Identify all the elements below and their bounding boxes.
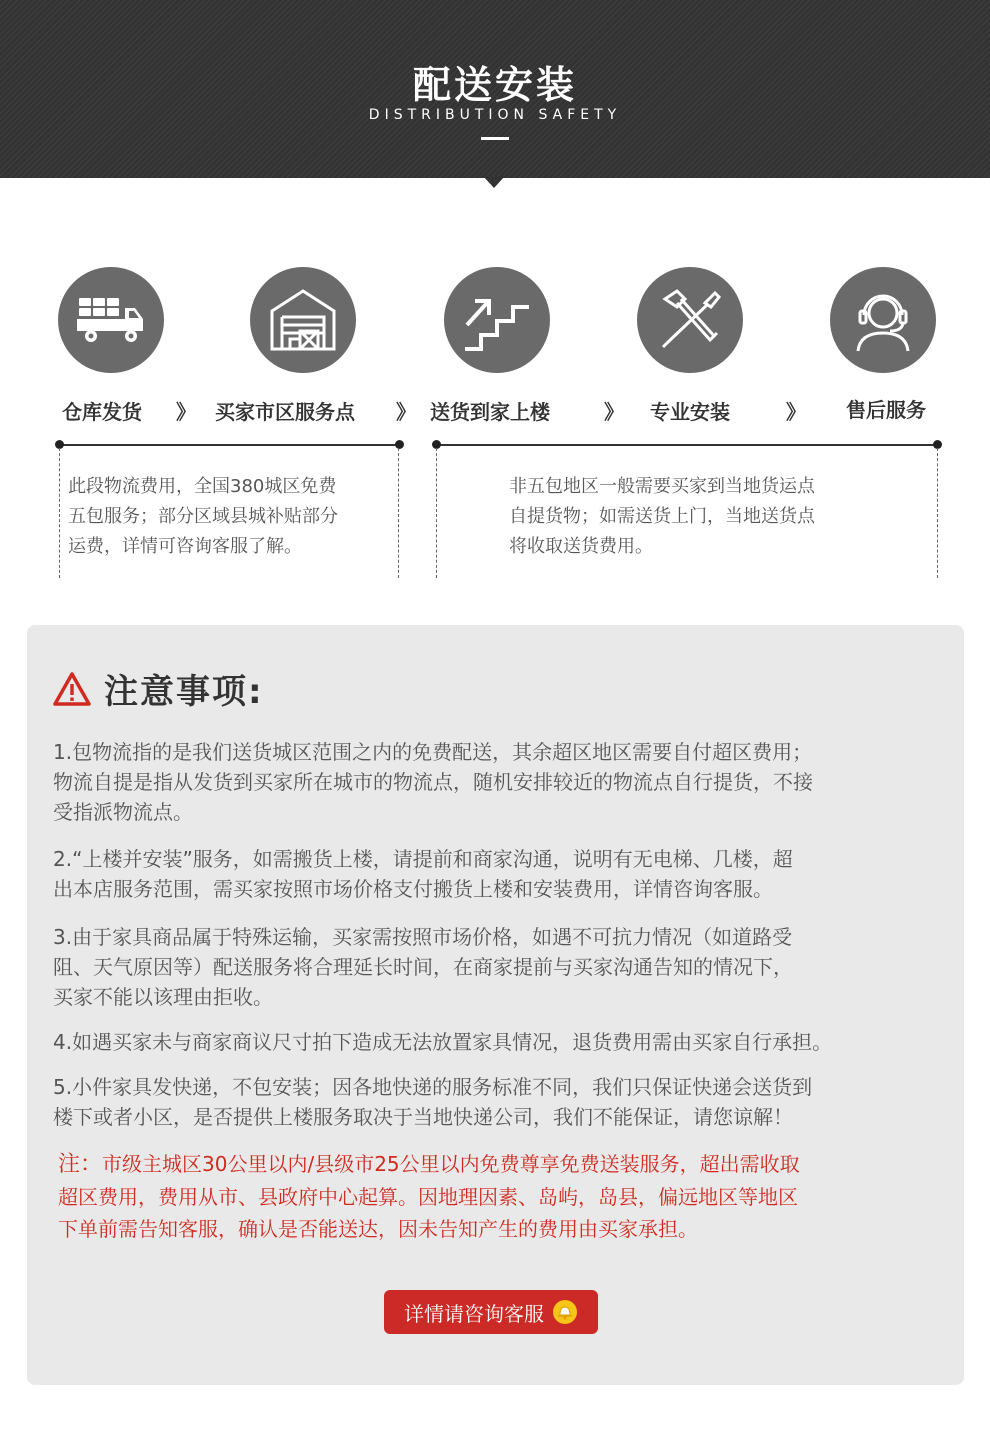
note-line: 超区费用，费用从市、县政府中心起算。因地理因素、岛屿，岛县，偏远地区等地区 [58, 1185, 798, 1209]
timeline-left [60, 444, 400, 446]
step-label-delivery-upstairs: 送货到家上楼 [430, 400, 550, 424]
info-line: 非五包地区一般需要买家到当地货运点 [509, 476, 815, 497]
notice-line: 1.包物流指的是我们送货城区范围之内的免费配送，其余超区地区需要自付超区费用； [53, 740, 813, 764]
stairs-up-icon [444, 267, 550, 373]
notice-line: 受指派物流点。 [53, 800, 193, 824]
notice-item-4 [53, 1027, 968, 1057]
timeline-dash [937, 448, 938, 578]
warehouse-icon [250, 267, 356, 373]
notice-note [58, 1148, 948, 1245]
note-lead: 注： [58, 1152, 103, 1177]
timeline-right [437, 444, 938, 446]
timeline-dot [395, 440, 404, 449]
notice-item-1 [53, 737, 958, 827]
step-label-service-point: 买家市区服务点 [215, 400, 355, 424]
consult-service-button[interactable] [384, 1290, 598, 1334]
notice-line: 物流自提是指从发货到买家所在城市的物流点，随机安排较近的物流点自行提货，不接 [53, 770, 813, 794]
notice-line: 3.由于家具商品属于特殊运输，买家需按照市场价格，如遇不可抗力情况（如道路受 [53, 925, 793, 949]
customer-service-headset-icon [830, 267, 936, 373]
step-separator: 》 [396, 400, 416, 424]
note-line: 下单前需告知客服，确认是否能送达，因未告知产生的费用由买家承担。 [58, 1217, 698, 1241]
section-title: 配送安装 [412, 63, 577, 107]
step-label-warehouse: 仓库发货 [62, 400, 142, 424]
notice-line: 2.“上楼并安装”服务，如需搬货上楼，请提前和商家沟通，说明有无电梯、几楼，超 [53, 847, 793, 871]
consult-button-label: 详情请咨询客服 [404, 1301, 544, 1326]
warning-icon [52, 671, 92, 707]
info-line: 此段物流费用，全国380城区免费 [68, 476, 337, 497]
notice-line: 出本店服务范围，需买家按照市场价格支付搬货上楼和安装费用，详情咨询客服。 [53, 877, 773, 901]
hammer-screwdriver-icon [637, 267, 743, 373]
timeline-dash [436, 448, 437, 578]
info-right [509, 472, 909, 562]
notice-item-5 [53, 1072, 958, 1132]
timeline-dash [59, 448, 60, 578]
notice-item-3 [53, 922, 958, 1012]
notice-line: 5.小件家具发快递，不包安装；因各地快递的服务标准不同，我们只保证快递会送货到 [53, 1075, 813, 1099]
note-line: 市级主城区30公里以内/县级市25公里以内免费尊享免费送装服务，超出需收取 [102, 1152, 800, 1176]
step-separator: 》 [176, 400, 196, 424]
section-subtitle: DISTRIBUTION SAFETY [368, 107, 622, 123]
info-line: 自提货物；如需送货上门，当地送货点 [509, 506, 815, 527]
notice-line: 阻、天气原因等）配送服务将合理延长时间，在商家提前与买家沟通告知的情况下， [53, 955, 793, 979]
step-separator: 》 [786, 400, 806, 424]
info-line: 运费，详情可咨询客服了解。 [68, 536, 302, 557]
notice-line: 4.如遇买家未与商家商议尺寸拍下造成无法放置家具情况，退货费用需由买家自行承担。 [53, 1030, 833, 1054]
step-separator: 》 [604, 400, 624, 424]
notice-line: 买家不能以该理由拒收。 [53, 985, 273, 1009]
info-left [68, 472, 398, 562]
notice-item-2 [53, 844, 958, 904]
info-line: 五包服务；部分区域县城补贴部分 [68, 506, 338, 527]
bell-icon [552, 1299, 578, 1325]
delivery-truck-icon [58, 267, 164, 373]
notice-line: 楼下或者小区，是否提供上楼服务取决于当地快递公司，我们不能保证，请您谅解！ [53, 1105, 793, 1129]
notice-heading [52, 664, 264, 713]
timeline-dash [398, 448, 399, 578]
notice-title: 注意事项: [104, 672, 264, 712]
header-pointer [483, 176, 505, 188]
step-label-after-sales: 售后服务 [846, 398, 926, 422]
step-label-installation: 专业安装 [650, 400, 730, 424]
info-line: 将收取送货费用。 [509, 536, 653, 557]
title-underline [481, 137, 509, 140]
